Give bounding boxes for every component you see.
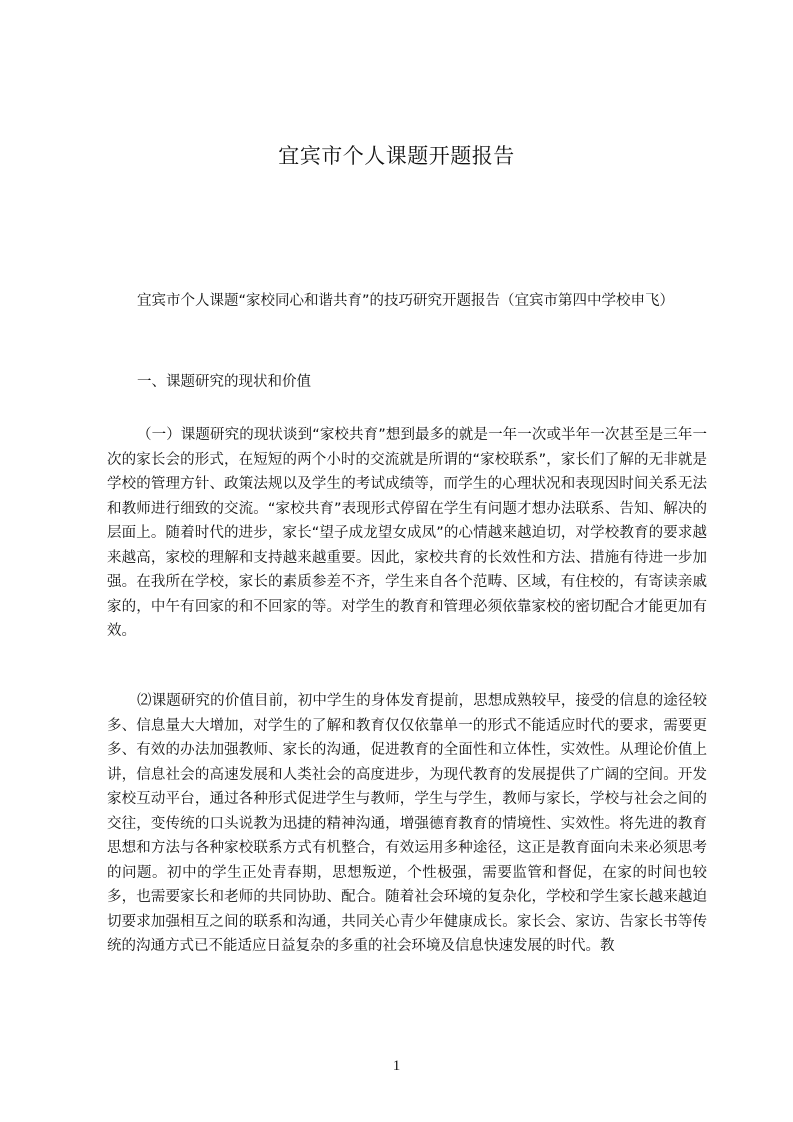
paragraph-research-value: ⑵课题研究的价值目前，初中学生的身体发育提前，思想成熟较早，接受的信息的途径较多、信息量大大增加，对学生的了解和教育仅仅依靠单一的形式不能适应时代的要求，需要更多、有效的办法加强教师、家长的沟通，促进教育的全面性和立体性，实效性。从理论价值上讲，信息社会的高速发展和人类社会的高度进步，为现代教育的发展提供了广阔的空间。开发家校互动平台，通过各种形式促进学生与教师，学生与学生，教师与家长，学校与社会之间的交往，变传统的口头说教为迅捷的精神沟通，增强德育教育的情境性、实效性。将先进的教育思想和方法与各种家校联系方式有机整合，有效运用多种途径，这正是教育面向未来必须思考的问题。初中的学生正处青春期，思想叛逆，个性极强，需要监管和督促，在家的时间也较多，也需要家长和老师的共同协助、配合。随着社会环境的复杂化，学校和学生家长越来越迫切要求加强相互之间的联系和沟通，共同关心青少年健康成长。家长会、家访、告家长书等传统的沟通方式已不能适应日益复杂的多重的社会环境及信息快速发展的时代。教 — [107, 693, 707, 954]
paragraph-current-status: （一）课题研究的现状谈到“家校共育”想到最多的就是一年一次或半年一次甚至是三年一次的家长会的形式，在短短的两个小时的交流就是所谓的“家校联系”，家长们了解的无非就是学校的管理方针、政策法规以及学生的考试成绩等，而学生的心理状况和表现因时间关系无法和教师进行细致的交流。“家校共育”表现形式停留在学生有问题才想办法联系、告知、解决的层面上。随着时代的进步，家长“望子成龙望女成凤”的心情越来越迫切，对学校教育的要求越来越高，家校的理解和支持越来越重要。因此，家校共育的长效性和方法、措施有待进一步加强。在我所在学校，家长的素质参差不齐，学生来自各个范畴、区域，有住校的，有寄读亲戚家的，中午有回家的和不回家的等。对学生的教育和管理必须依靠家校的密切配合才能更加有效。 — [107, 427, 707, 639]
intro-paragraph: 宜宾市个人课题“家校同心和谐共育”的技巧研究开题报告（宜宾市第四中学校申飞） — [137, 293, 675, 309]
section-heading: 一、课题研究的现状和价值 — [137, 374, 311, 390]
page-number: 1 — [392, 1058, 401, 1074]
document-title: 宜宾市个人课题开题报告 — [278, 144, 515, 168]
